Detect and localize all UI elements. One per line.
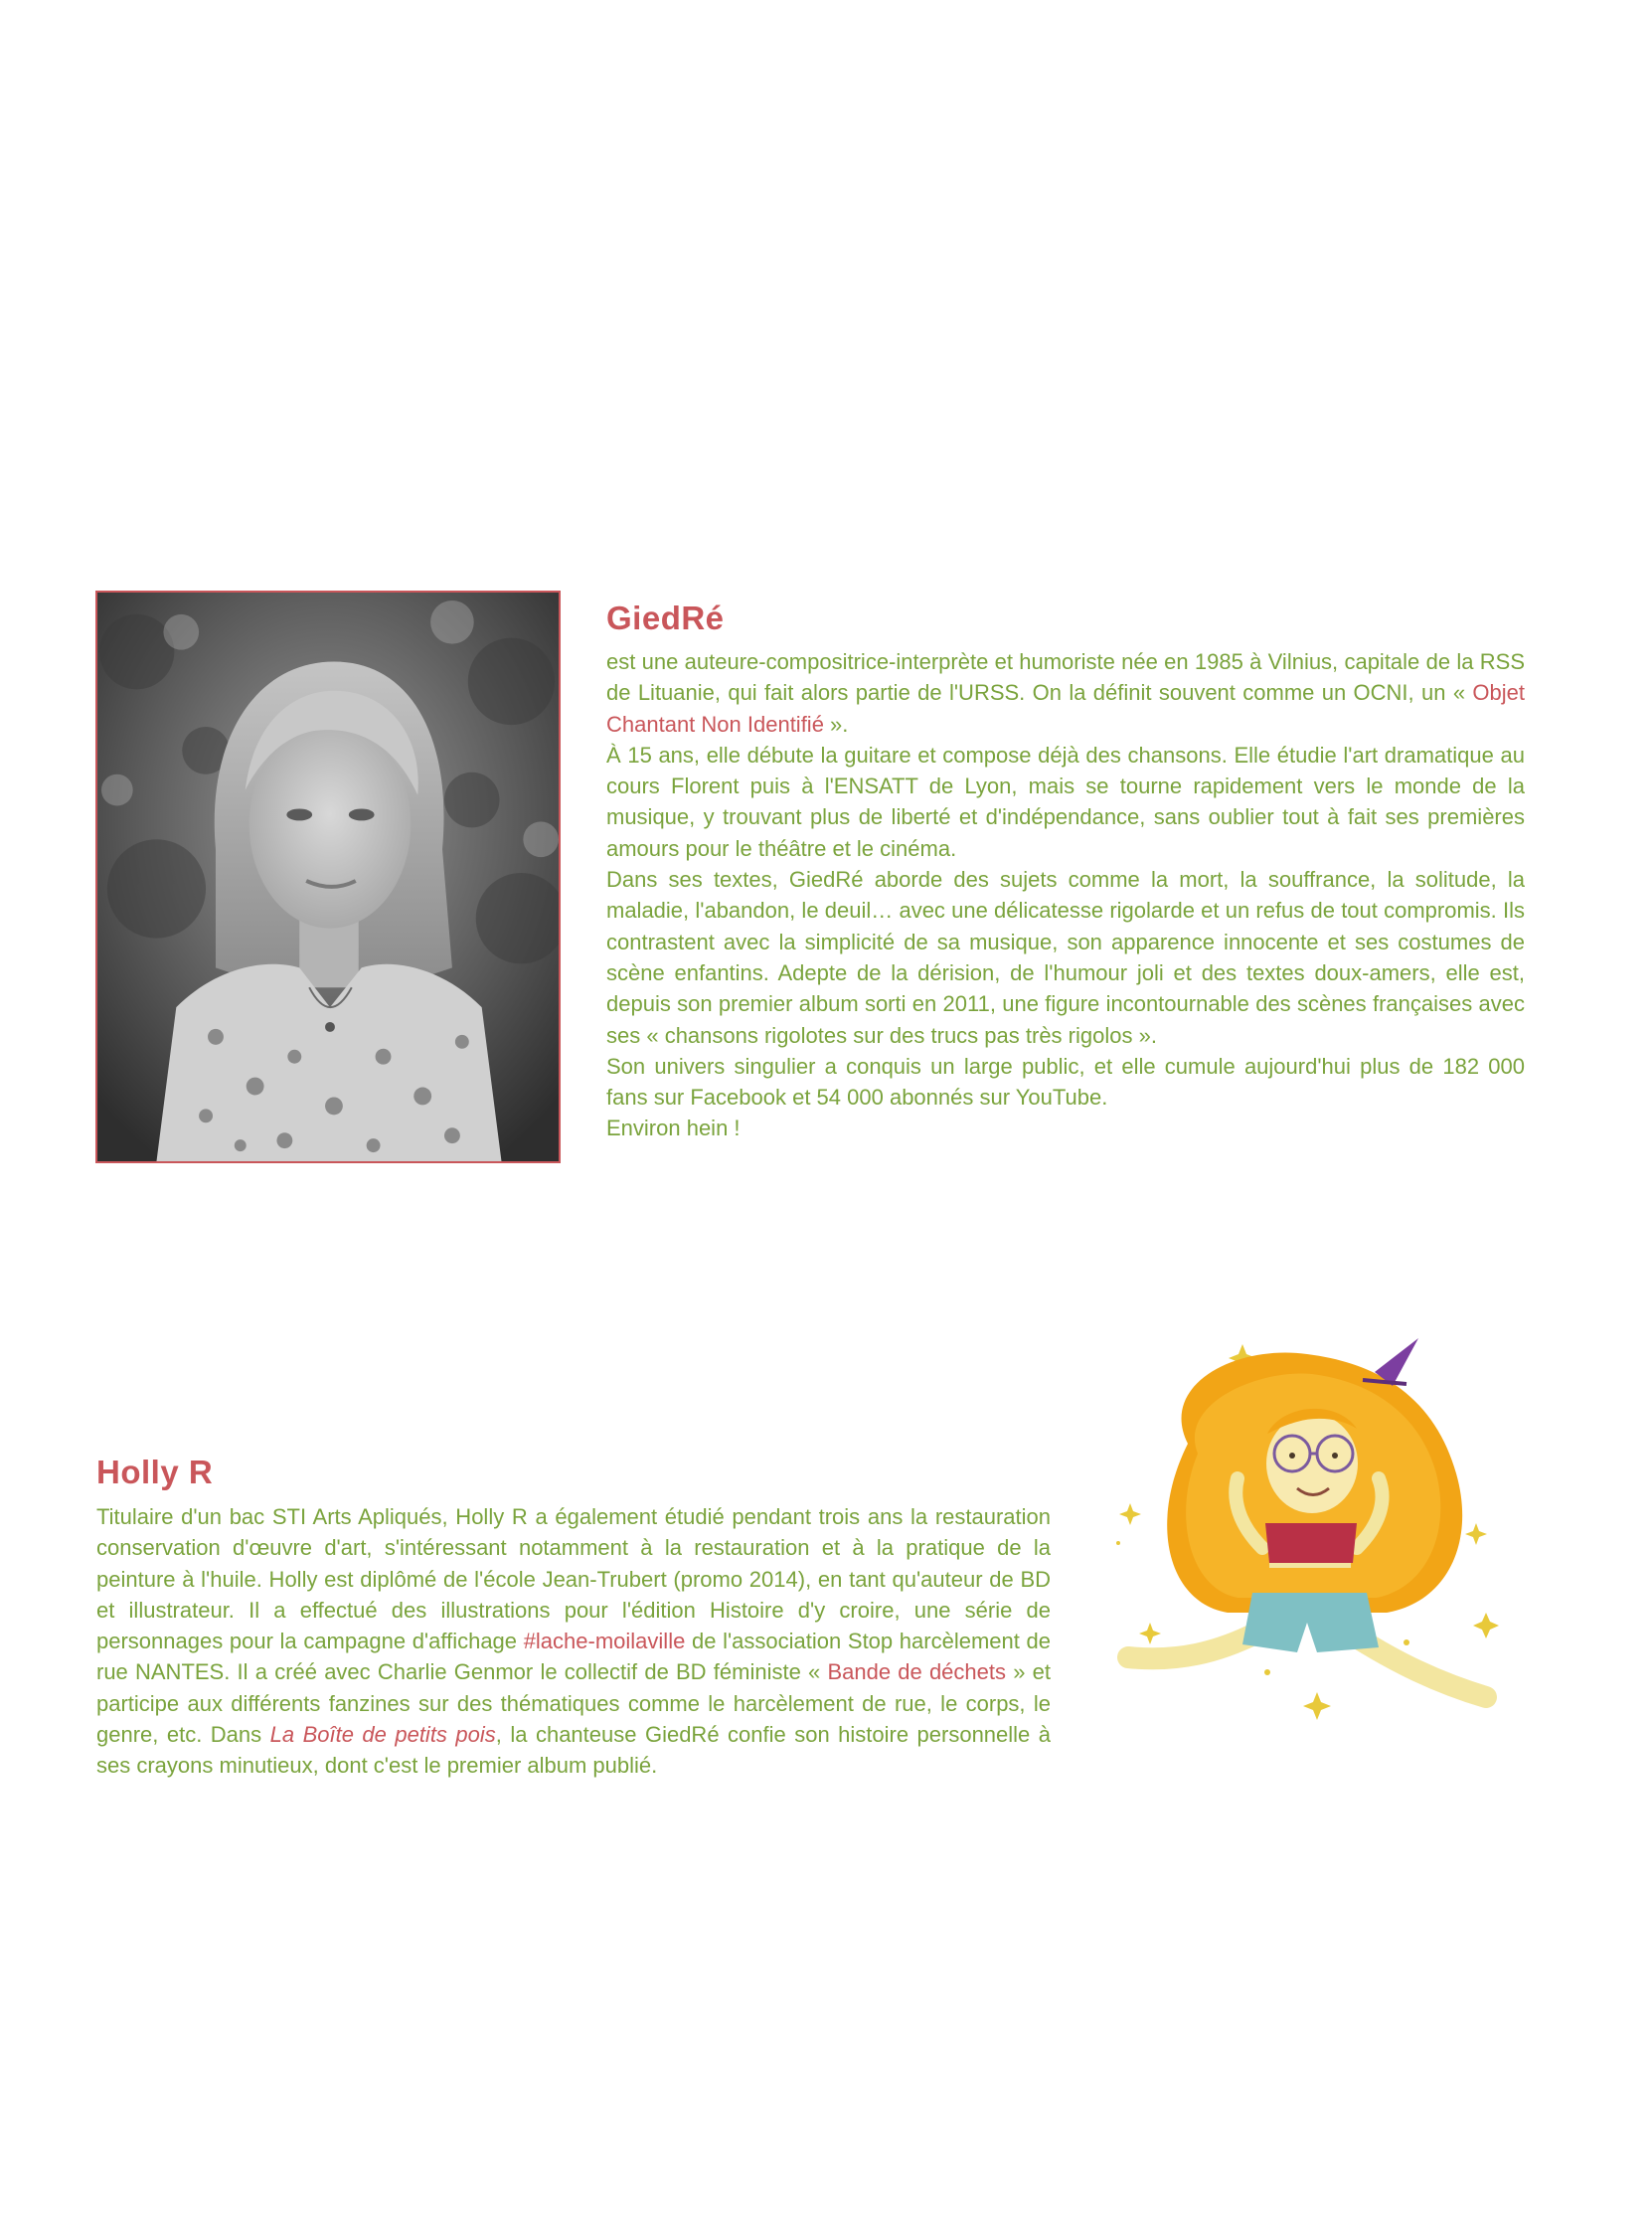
character-drawing bbox=[1059, 1324, 1546, 1742]
giedre-name-heading: GiedRé bbox=[606, 600, 725, 636]
giedre-bio-paragraph-3: Dans ses textes, GiedRé aborde des sujets comme la mort, la souffrance, la solitude, la maladie, l'abandon, le deuil… avec une délicatesse rigolarde et un refus de tout compromis. Ils contrastent avec la simplicité de sa musique, son apparence innocente et ses costumes de scène enfantins. Adepte de la dérision, de l'humour joli et des textes doux-amers, elle est, depuis son premier album sorti en 2011, une figure incontournable des scènes françaises avec ses « chansons rigolotes sur des trucs pas très rigolos ». bbox=[606, 867, 1525, 1048]
holly-bio-text-3: » et participe aux différents fanzines sur des thématiques comme le harcèlement de rue, le corps, le genre, etc. Dans bbox=[96, 1659, 1051, 1748]
giedre-bio-paragraph-4: Son univers singulier a conquis un large public, et elle cumule aujourd'hui plus de 182 000 fans sur Facebook et 54 000 abonnés sur YouTube. bbox=[606, 1053, 1525, 1111]
hashtag-highlight: #lache-moilaville bbox=[523, 1629, 686, 1654]
holly-bio-text-1: Titulaire d'un bac STI Arts Apliqués, Holly R a également étudié pendant trois ans la restauration conservation d'œuvre d'art, s'intéressant notamment à la restauration et à la pratique de la peinture à l'huile. Holly est diplômé de l'école Jean-Trubert (promo 2014), en tant qu'auteur de BD et illustrateur. Il a effectué des illustrations pour l'édition Histoire d'y croire, une série de personnages pour la campagne d'affichage bbox=[96, 1504, 1051, 1654]
ocni-highlight: Objet Chantant Non Identifié bbox=[606, 680, 1525, 737]
giedre-portrait bbox=[95, 591, 561, 1163]
giedre-bio-paragraph-5: Environ hein ! bbox=[606, 1116, 741, 1141]
giedre-bio-paragraph-1 bbox=[606, 646, 1525, 740]
holly-bio bbox=[96, 1501, 1051, 1782]
collective-highlight: Bande de déchets bbox=[827, 1659, 1006, 1685]
portrait-image bbox=[97, 593, 559, 1161]
giedre-bio-paragraph-2: À 15 ans, elle débute la guitare et compose déjà des chansons. Elle étudie l'art dramatique au cours Florent puis à l'ENSATT de Lyon, mais se tourne rapidement vers le monde de la musique, y trouvant plus de liberté et d'indépendance, sans oublier tout à fait ses premières amours pour le théâtre et le cinéma. bbox=[606, 742, 1525, 861]
giedre-bio-p1-text: est une auteure-compositrice-interprète et humoriste née en 1985 à Vilnius, capitale de la RSS de Lituanie, qui fait alors partie de l'URSS. On la définit souvent comme un OCNI, un « bbox=[606, 649, 1525, 706]
holly-bio-paragraph bbox=[96, 1501, 1051, 1782]
holly-bio-text-4: , la chanteuse GiedRé confie son histoire personnelle à ses crayons minutieux, dont c'est le premier album publié. bbox=[96, 1722, 1051, 1779]
giedre-bio-p1-end: ». bbox=[823, 711, 849, 737]
giedre-bio bbox=[606, 646, 1525, 1144]
holly-illustration bbox=[1059, 1324, 1546, 1742]
holly-bio-text-2: de l'association Stop harcèlement de rue NANTES. Il a créé avec Charlie Genmor le collectif de BD féministe « bbox=[96, 1629, 1051, 1685]
book-title: La Boîte de petits pois bbox=[269, 1722, 496, 1748]
holly-name-heading: Holly R bbox=[96, 1454, 214, 1490]
